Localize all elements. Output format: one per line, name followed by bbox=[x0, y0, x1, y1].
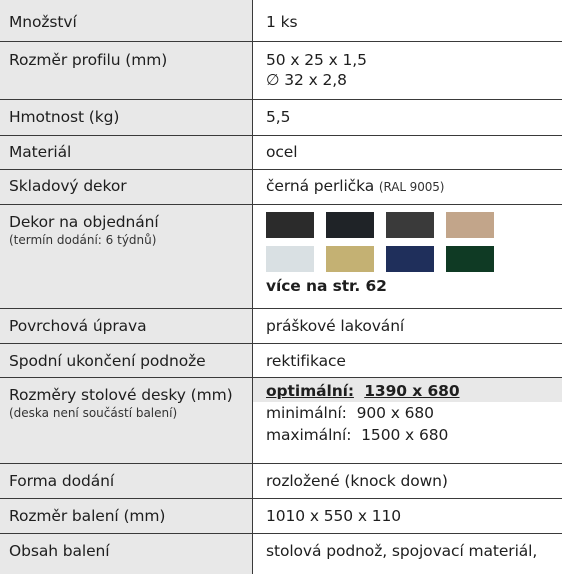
row-value: 50 x 25 x 1,5 bbox=[266, 51, 367, 69]
color-swatch bbox=[446, 212, 494, 238]
row-value-cell bbox=[253, 344, 562, 377]
row-label-cell bbox=[0, 136, 253, 169]
row-value-cell bbox=[253, 378, 562, 463]
row-label-cell bbox=[0, 378, 253, 463]
color-swatch bbox=[266, 246, 314, 272]
row-label: Forma dodání bbox=[9, 472, 115, 490]
row-label: Dekor na objednání bbox=[9, 213, 159, 231]
row-value: ocel bbox=[266, 143, 298, 161]
color-swatch bbox=[446, 246, 494, 272]
row-label-cell bbox=[0, 464, 253, 498]
row-value: stolová podnož, spojovací materiál, bbox=[266, 542, 538, 560]
more-colors-link: více na str. 62 bbox=[266, 277, 387, 295]
row-value-cell bbox=[253, 0, 562, 41]
color-swatch bbox=[326, 212, 374, 238]
table-row bbox=[0, 344, 562, 378]
row-label-cell bbox=[0, 309, 253, 343]
maximum-value: 1500 x 680 bbox=[361, 426, 449, 444]
row-label-cell bbox=[0, 42, 253, 99]
table-row bbox=[0, 378, 562, 464]
maximum-label: maximální: bbox=[266, 426, 352, 444]
row-value-cell bbox=[253, 464, 562, 498]
row-label-cell bbox=[0, 499, 253, 533]
row-label: Hmotnost (kg) bbox=[9, 108, 120, 126]
table-row bbox=[0, 0, 562, 42]
color-swatch bbox=[326, 246, 374, 272]
table-row bbox=[0, 499, 562, 534]
row-value: 5,5 bbox=[266, 108, 291, 126]
table-row bbox=[0, 534, 562, 574]
optimal-value: 1390 x 680 bbox=[364, 382, 460, 400]
row-sublabel: (termín dodání: 6 týdnů) bbox=[9, 233, 157, 247]
row-label: Rozměr profilu (mm) bbox=[9, 51, 168, 69]
table-row bbox=[0, 136, 562, 170]
table-row bbox=[0, 464, 562, 499]
row-label: Rozměr balení (mm) bbox=[9, 507, 166, 525]
row-value: rozložené (knock down) bbox=[266, 472, 448, 490]
table-row bbox=[0, 100, 562, 136]
minimum-label: minimální: bbox=[266, 404, 347, 422]
row-value-cell bbox=[253, 136, 562, 169]
row-label-cell bbox=[0, 534, 253, 574]
row-value-cell bbox=[253, 100, 562, 135]
row-label-cell bbox=[0, 0, 253, 41]
row-value-cell bbox=[253, 534, 562, 574]
row-label: Materiál bbox=[9, 143, 72, 161]
row-value: rektifikace bbox=[266, 352, 346, 370]
row-value-cell bbox=[253, 499, 562, 533]
row-value-cell bbox=[253, 42, 562, 99]
row-value-cell bbox=[253, 309, 562, 343]
table-row bbox=[0, 170, 562, 205]
row-label: Množství bbox=[9, 13, 77, 31]
minimum-value: 900 x 680 bbox=[356, 404, 434, 422]
row-label: Obsah balení bbox=[9, 542, 110, 560]
table-row bbox=[0, 309, 562, 344]
row-value: 1010 x 550 x 110 bbox=[266, 507, 402, 525]
optimal-label: optimální: bbox=[266, 382, 354, 400]
row-value: 1 ks bbox=[266, 13, 298, 31]
table-row bbox=[0, 42, 562, 100]
row-sublabel: (deska není součástí balení) bbox=[9, 406, 178, 420]
row-label: Spodní ukončení podnože bbox=[9, 352, 206, 370]
color-swatch bbox=[386, 246, 434, 272]
row-label: Povrchová úprava bbox=[9, 317, 147, 335]
row-label-cell bbox=[0, 344, 253, 377]
row-value: černá perlička bbox=[266, 177, 375, 195]
color-swatches bbox=[266, 212, 562, 272]
row-label: Rozměry stolové desky (mm) bbox=[9, 386, 233, 404]
row-value-cell bbox=[253, 170, 562, 204]
row-label-cell bbox=[0, 170, 253, 204]
color-swatch bbox=[266, 212, 314, 238]
row-value-note: (RAL 9005) bbox=[378, 180, 445, 194]
row-value-cell bbox=[253, 205, 562, 308]
row-label-cell bbox=[0, 100, 253, 135]
row-label: Skladový dekor bbox=[9, 177, 127, 195]
row-value: ∅ 32 x 2,8 bbox=[266, 71, 347, 89]
table-row bbox=[0, 205, 562, 309]
color-swatch bbox=[386, 212, 434, 238]
row-label-cell bbox=[0, 205, 253, 308]
row-value: práškové lakování bbox=[266, 317, 405, 335]
